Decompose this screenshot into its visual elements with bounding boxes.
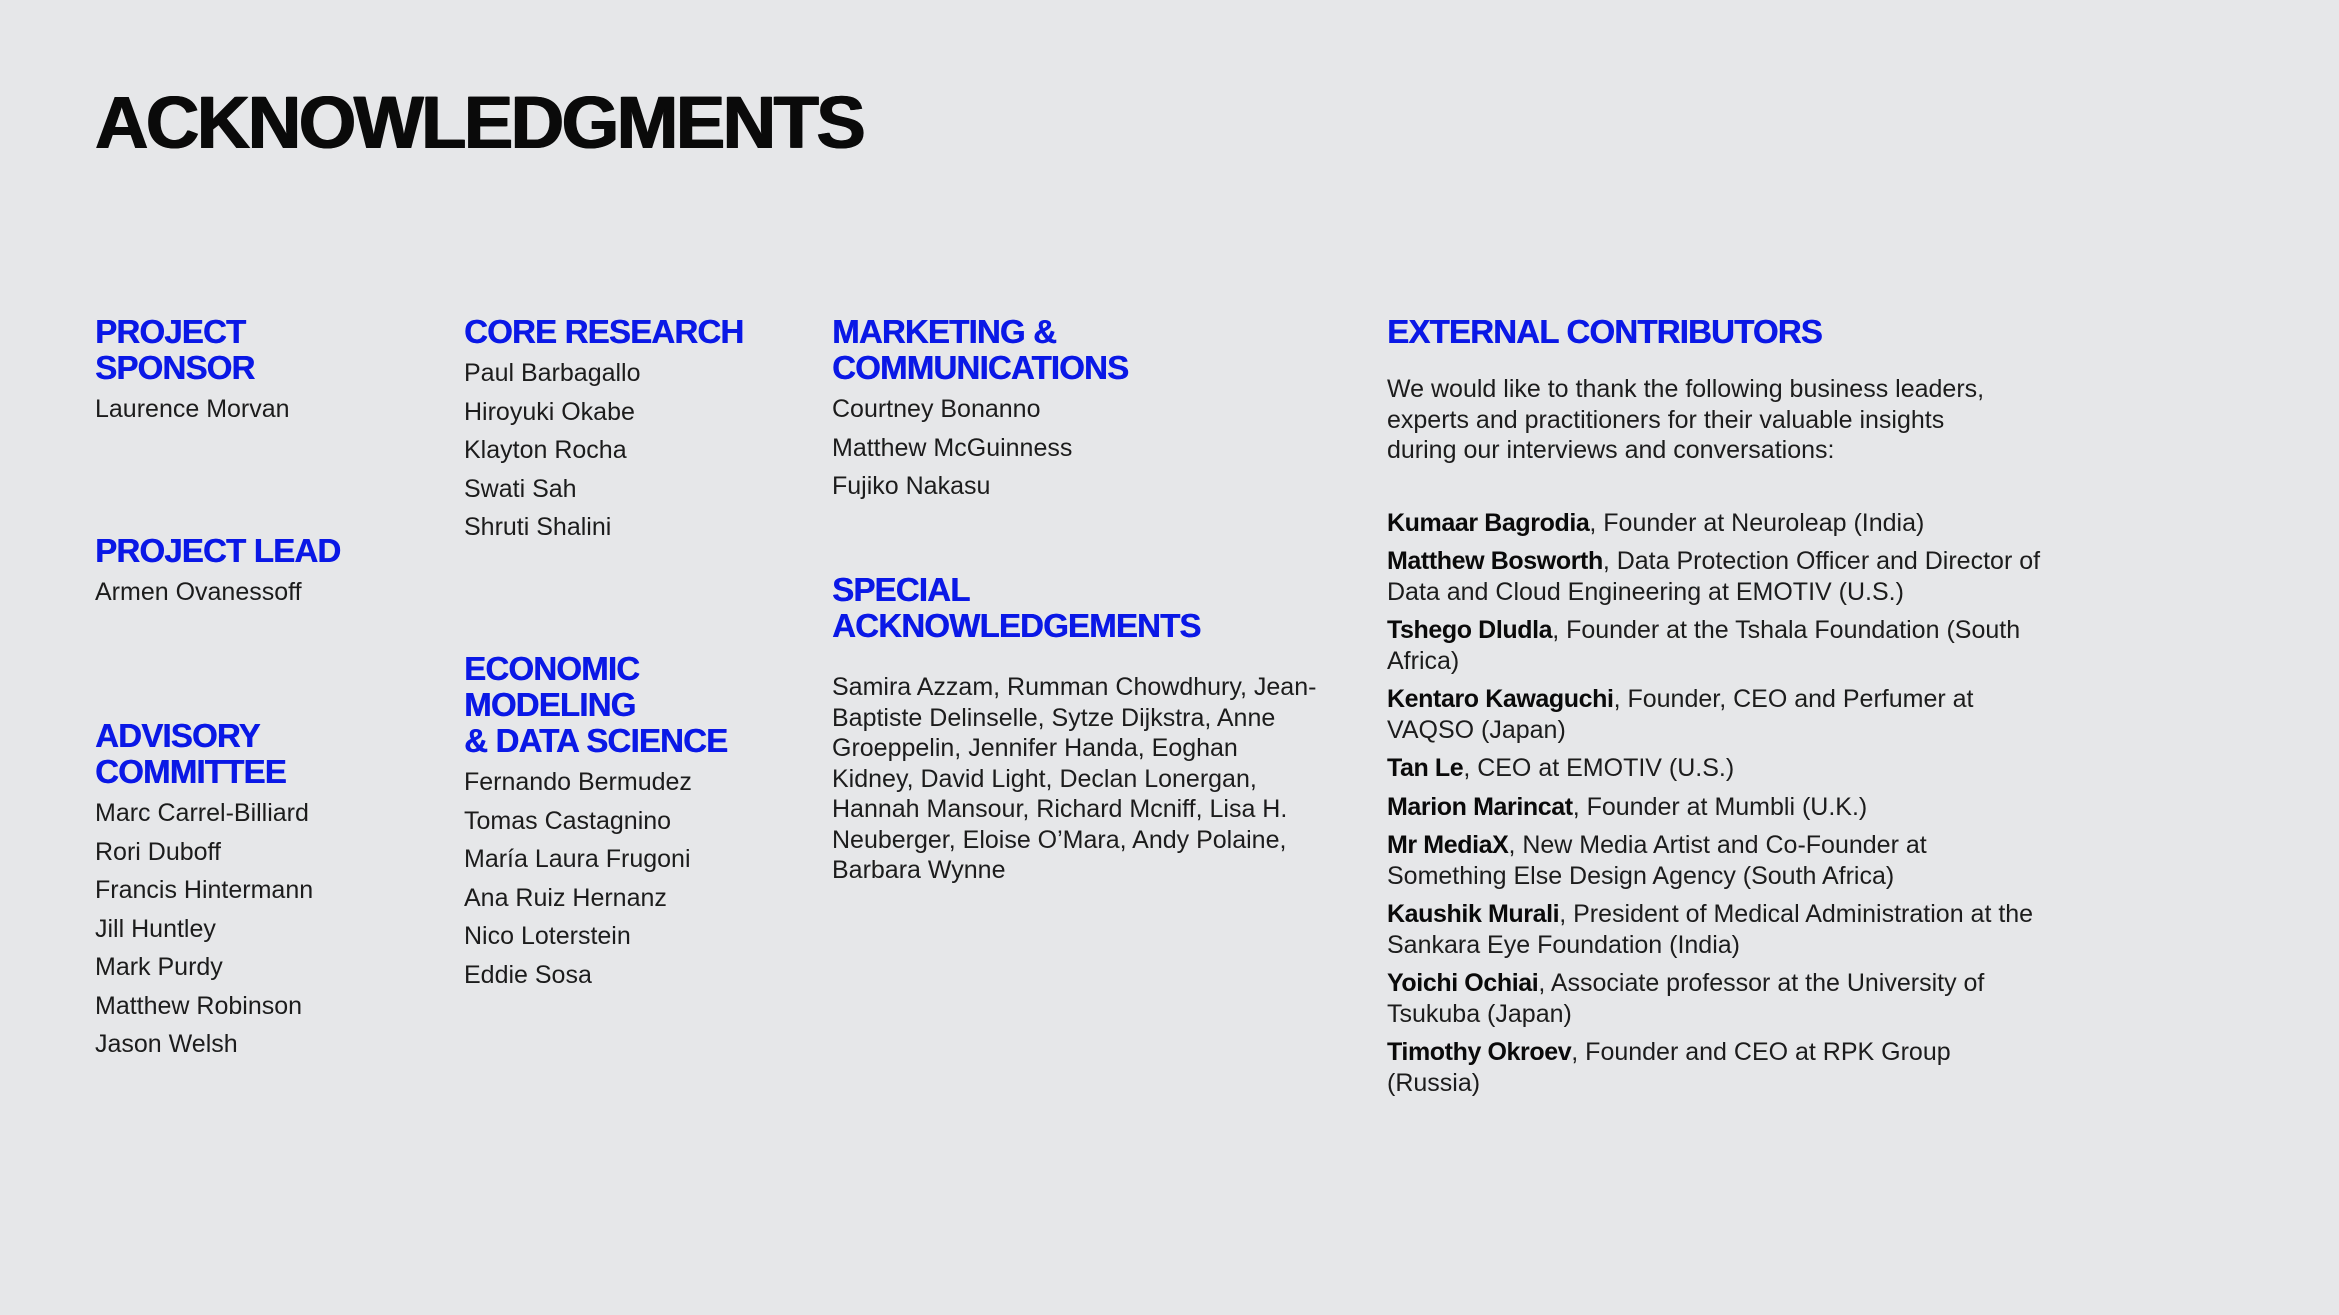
list-item: Fernando Bermudez [464,768,692,796]
marketing-section [832,314,1352,506]
list-item: Fujiko Nakasu [832,472,991,500]
external-contributors-heading: EXTERNAL CONTRIBUTORS [1387,313,1822,350]
core-research-section [464,314,804,547]
special-acknowledgements-heading [832,572,1322,644]
list-item: Eddie Sosa [464,960,592,989]
heading-line: MODELING [464,686,636,723]
contributor-role: , New Media Artist and Co-Founder at Something Else Design Agency (South Africa) [1387,831,1927,890]
heading-line: SPONSOR [95,349,255,386]
contributor-role: , Founder and CEO at RPK Group (Russia) [1387,1038,1951,1097]
page-title: ACKNOWLEDGMENTS [95,81,864,164]
contributor-role: , Associate professor at the University of Tsukuba (Japan) [1387,969,1985,1028]
special-acknowledgements-text: Samira Azzam, Rumman Chowdhury, Jean-Baptiste Delinselle, Sytze Dijkstra, Anne Groeppelin, Jennifer Handa, Eoghan Kidney, David Light, Declan Lonergan, Hannah Mansour, Richard Mcniff, Lisa H. Neuberger, Eloise O’Mara, Andy Polaine, Barbara Wynne [832,673,1317,884]
contributor-name: Yoichi Ochiai [1387,969,1539,997]
heading-line: COMMUNICATIONS [832,349,1129,386]
contributor-name: Timothy Okroev [1387,1038,1572,1066]
advisory-committee-heading [95,718,425,790]
heading-line: MARKETING & [832,313,1057,350]
list-item [1387,615,2047,676]
core-research-names [464,354,804,547]
list-item: Jason Welsh [95,1030,238,1058]
list-item: Matthew McGuinness [832,433,1073,462]
external-contributors-list [1387,508,2047,1099]
list-item [1387,830,2047,891]
list-item: Mark Purdy [95,953,223,981]
contributor-role: , Founder at Mumbli (U.K.) [1572,792,1868,821]
list-item: Nico Loterstein [464,922,631,950]
economic-modeling-heading [464,651,804,759]
project-lead-heading: PROJECT LEAD [95,532,341,569]
marketing-heading [832,314,1352,386]
project-sponsor-names [95,390,425,429]
list-item: Shruti Shalini [464,513,612,541]
contributor-name: Marion Marincat [1387,792,1573,821]
list-item: Matthew Robinson [95,991,303,1020]
contributor-role: , President of Medical Administration at the Sankara Eye Foundation (India) [1387,900,2034,959]
external-contributors-intro: We would like to thank the following business leaders, experts and practitioners for their valuable insights during our interviews and conversations: [1387,375,1985,464]
marketing-names [832,390,1352,506]
external-contributors-section [1387,314,2047,1106]
advisory-committee-names [95,794,425,1064]
list-item: Marc Carrel-Billiard [95,799,309,827]
contributor-name: Mr MediaX [1387,831,1509,859]
list-item: Armen Ovanessoff [95,578,302,606]
heading-line: SPECIAL [832,571,970,608]
contributor-name: Tan Le [1387,754,1464,782]
contributor-role: , Founder, CEO and Perfumer at VAQSO (Japan) [1387,685,1974,744]
list-item: Jill Huntley [95,914,216,943]
contributor-name: Kentaro Kawaguchi [1387,685,1614,713]
list-item: Swati Sah [464,474,577,503]
project-lead-names [95,573,425,612]
contributor-name: Tshego Dludla [1387,616,1553,644]
special-acknowledgements-section [832,572,1322,886]
list-item: María Laura Frugoni [464,845,691,873]
advisory-committee-section [95,718,425,1064]
list-item [1387,968,2047,1029]
list-item: Ana Ruiz Hernanz [464,883,667,912]
heading-line: ACKNOWLEDGEMENTS [832,607,1201,644]
heading-line: ECONOMIC [464,650,640,687]
contributor-name: Matthew Bosworth [1387,547,1603,575]
economic-modeling-names [464,763,804,994]
list-item: Courtney Bonanno [832,395,1041,423]
project-lead-section [95,533,425,612]
heading-line: ADVISORY [95,717,260,754]
economic-modeling-section [464,651,804,994]
contributor-role: , Founder at Neuroleap (India) [1589,508,1925,537]
list-item: Rori Duboff [95,837,221,866]
contributor-role: , Data Protection Officer and Director of Data and Cloud Engineering at EMOTIV (U.S.) [1387,547,2041,606]
core-research-heading: CORE RESEARCH [464,313,744,350]
contributor-name: Kumaar Bagrodia [1387,508,1590,537]
list-item [1387,899,2047,960]
list-item [1387,508,2047,539]
list-item: Tomas Castagnino [464,806,672,835]
list-item [1387,546,2047,607]
list-item: Hiroyuki Okabe [464,397,635,426]
contributor-role: , Founder at the Tshala Foundation (South Africa) [1387,616,2021,675]
list-item: Klayton Rocha [464,436,627,464]
heading-line: & DATA SCIENCE [464,722,728,759]
contributor-name: Kaushik Murali [1387,900,1560,928]
contributor-role: , CEO at EMOTIV (U.S.) [1463,754,1735,782]
list-item: Laurence Morvan [95,395,290,423]
list-item [1387,1037,2047,1098]
list-item: Paul Barbagallo [464,359,641,387]
list-item [1387,792,2047,823]
heading-line: PROJECT [95,313,246,350]
project-sponsor-heading [95,314,425,386]
list-item: Francis Hintermann [95,876,314,904]
project-sponsor-section [95,314,425,429]
heading-line: COMMITTEE [95,753,286,790]
list-item [1387,684,2047,745]
list-item [1387,753,2047,784]
